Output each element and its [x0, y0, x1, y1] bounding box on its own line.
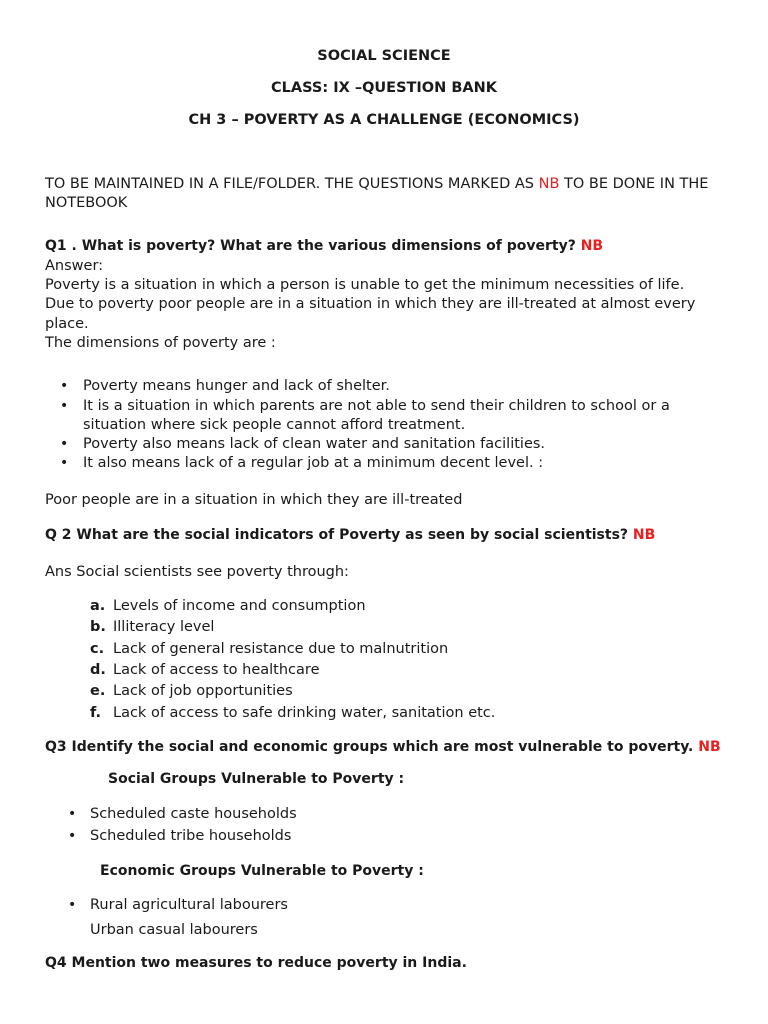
q1-answer-line: The dimensions of poverty are :: [45, 335, 276, 351]
q2-list-item: Lack of access to healthcare: [113, 662, 320, 678]
q1-heading: [45, 238, 603, 254]
q2-list-item: Illiteracy level: [113, 619, 215, 635]
q2-answer: Ans Social scientists see poverty through:: [45, 564, 349, 580]
q3-nb-marker: NB: [698, 739, 721, 755]
bullet-icon: •: [68, 806, 77, 822]
social-groups-heading: Social Groups Vulnerable to Poverty :: [108, 771, 405, 787]
economic-group-item: Urban casual labourers: [90, 922, 258, 938]
q2-question: Q 2 What are the social indicators of Poverty as seen by social scientists?: [45, 527, 629, 543]
bullet-icon: •: [68, 828, 77, 844]
list-marker: f.: [90, 705, 102, 721]
q2-list-item: Lack of job opportunities: [113, 683, 293, 699]
q2-list-item: Levels of income and consumption: [113, 598, 366, 614]
intro-line-1: [45, 175, 708, 195]
q1-bullet-item: It is a situation in which parents are not able to send their children to school or a: [83, 398, 670, 414]
subject-title: SOCIAL SCIENCE: [317, 48, 451, 64]
nb-marker: NB: [538, 176, 560, 192]
q1-answer-line: Poverty is a situation in which a person is unable to get the minimum necessities of life.: [45, 277, 685, 293]
chapter-title: CH 3 – POVERTY AS A CHALLENGE (ECONOMICS): [188, 112, 580, 128]
economic-groups-heading: Economic Groups Vulnerable to Poverty :: [100, 863, 424, 879]
q3-heading: [45, 739, 721, 755]
class-title: CLASS: IX –QUESTION BANK: [271, 80, 497, 96]
q2-nb-marker: NB: [632, 527, 656, 543]
intro-line-2: NOTEBOOK: [45, 195, 128, 211]
intro-text-after: TO BE DONE IN THE: [564, 176, 709, 192]
list-marker: d.: [90, 662, 106, 678]
bullet-icon: •: [68, 897, 77, 913]
bullet-icon: •: [60, 398, 69, 414]
list-marker: a.: [90, 598, 106, 614]
bullet-icon: •: [60, 436, 69, 452]
list-marker: b.: [90, 619, 106, 635]
social-group-item: Scheduled caste households: [90, 806, 297, 822]
q1-answer-line: place.: [45, 316, 89, 332]
q1-answer-label: Answer:: [45, 258, 104, 274]
q1-closing: Poor people are in a situation in which they are ill-treated: [45, 492, 463, 508]
q2-list-item: Lack of general resistance due to malnutrition: [113, 641, 449, 657]
q2-list-item: Lack of access to safe drinking water, sanitation etc.: [113, 705, 496, 721]
q1-question: Q1 . What is poverty? What are the various dimensions of poverty?: [45, 238, 576, 254]
intro-text-before: TO BE MAINTAINED IN A FILE/FOLDER. THE QUESTIONS MARKED AS: [45, 176, 534, 192]
social-group-item: Scheduled tribe households: [90, 828, 292, 844]
economic-group-item: Rural agricultural labourers: [90, 897, 288, 913]
q1-bullet-item: Poverty means hunger and lack of shelter.: [83, 378, 390, 394]
q2-heading: [45, 527, 655, 543]
list-marker: e.: [90, 683, 106, 699]
q1-bullet-item-continued: situation where sick people cannot afford treatment.: [83, 417, 466, 433]
q1-bullet-item: Poverty also means lack of clean water and sanitation facilities.: [83, 436, 546, 452]
q1-bullet-item: It also means lack of a regular job at a minimum decent level. :: [83, 455, 544, 471]
bullet-icon: •: [60, 378, 69, 394]
bullet-icon: •: [60, 455, 69, 471]
q4-heading: Q4 Mention two measures to reduce poverty in India.: [45, 955, 467, 971]
q1-nb-marker: NB: [580, 238, 604, 254]
q3-question: Q3 Identify the social and economic groups which are most vulnerable to poverty.: [45, 739, 694, 755]
q1-answer-line: Due to poverty poor people are in a situation in which they are ill-treated at almost every: [45, 296, 696, 312]
list-marker: c.: [90, 641, 105, 657]
